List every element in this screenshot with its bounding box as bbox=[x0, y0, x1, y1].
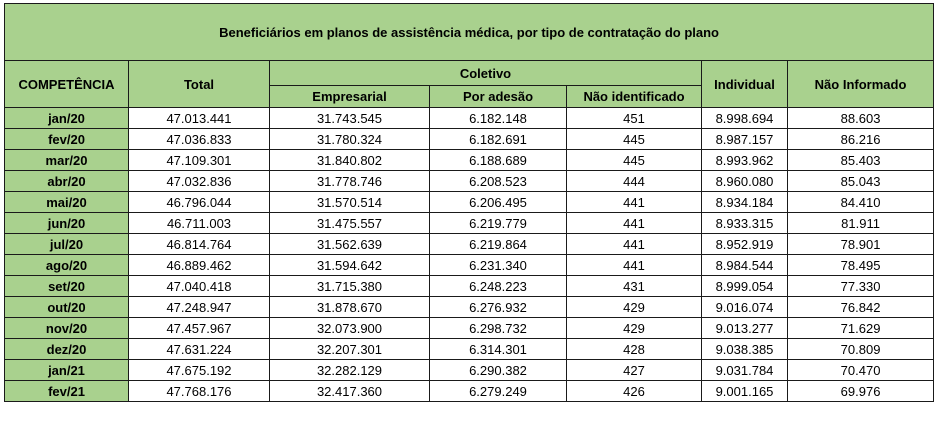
cell-total: 47.631.224 bbox=[129, 339, 270, 360]
cell-nao-identificado: 428 bbox=[567, 339, 702, 360]
cell-individual: 9.031.784 bbox=[702, 360, 788, 381]
cell-empresarial: 32.073.900 bbox=[270, 318, 430, 339]
cell-nao-identificado: 427 bbox=[567, 360, 702, 381]
cell-total: 46.711.003 bbox=[129, 213, 270, 234]
table-row bbox=[5, 339, 934, 360]
cell-por-adesao: 6.182.691 bbox=[430, 129, 567, 150]
table-title: Beneficiários em planos de assistência médica, por tipo de contratação do plano bbox=[5, 4, 934, 61]
cell-nao-identificado: 431 bbox=[567, 276, 702, 297]
cell-individual: 8.987.157 bbox=[702, 129, 788, 150]
cell-nao-informado: 88.603 bbox=[788, 108, 934, 129]
table-row bbox=[5, 129, 934, 150]
cell-nao-identificado: 445 bbox=[567, 129, 702, 150]
cell-competencia: dez/20 bbox=[5, 339, 129, 360]
cell-nao-identificado: 441 bbox=[567, 192, 702, 213]
cell-por-adesao: 6.219.779 bbox=[430, 213, 567, 234]
table-row bbox=[5, 297, 934, 318]
cell-individual: 8.998.694 bbox=[702, 108, 788, 129]
cell-nao-identificado: 444 bbox=[567, 171, 702, 192]
cell-empresarial: 31.878.670 bbox=[270, 297, 430, 318]
cell-nao-informado: 71.629 bbox=[788, 318, 934, 339]
cell-nao-informado: 81.911 bbox=[788, 213, 934, 234]
table-container bbox=[4, 3, 934, 402]
cell-individual: 9.001.165 bbox=[702, 381, 788, 402]
cell-individual: 8.999.054 bbox=[702, 276, 788, 297]
table-row bbox=[5, 213, 934, 234]
cell-competencia: fev/20 bbox=[5, 129, 129, 150]
cell-competencia: ago/20 bbox=[5, 255, 129, 276]
cell-empresarial: 31.475.557 bbox=[270, 213, 430, 234]
cell-total: 47.109.301 bbox=[129, 150, 270, 171]
table-row bbox=[5, 108, 934, 129]
cell-competencia: jul/20 bbox=[5, 234, 129, 255]
cell-individual: 8.952.919 bbox=[702, 234, 788, 255]
cell-competencia: jun/20 bbox=[5, 213, 129, 234]
table-row bbox=[5, 276, 934, 297]
cell-nao-identificado: 441 bbox=[567, 213, 702, 234]
cell-por-adesao: 6.206.495 bbox=[430, 192, 567, 213]
cell-empresarial: 31.743.545 bbox=[270, 108, 430, 129]
cell-total: 47.675.192 bbox=[129, 360, 270, 381]
cell-competencia: mai/20 bbox=[5, 192, 129, 213]
cell-total: 46.889.462 bbox=[129, 255, 270, 276]
table-row bbox=[5, 381, 934, 402]
cell-nao-identificado: 445 bbox=[567, 150, 702, 171]
cell-nao-informado: 70.470 bbox=[788, 360, 934, 381]
cell-competencia: jan/20 bbox=[5, 108, 129, 129]
cell-empresarial: 32.417.360 bbox=[270, 381, 430, 402]
cell-por-adesao: 6.290.382 bbox=[430, 360, 567, 381]
cell-individual: 8.960.080 bbox=[702, 171, 788, 192]
cell-nao-informado: 85.403 bbox=[788, 150, 934, 171]
cell-individual: 9.013.277 bbox=[702, 318, 788, 339]
table-row bbox=[5, 255, 934, 276]
cell-nao-identificado: 426 bbox=[567, 381, 702, 402]
cell-por-adesao: 6.188.689 bbox=[430, 150, 567, 171]
cell-competencia: set/20 bbox=[5, 276, 129, 297]
cell-nao-informado: 84.410 bbox=[788, 192, 934, 213]
cell-competencia: jan/21 bbox=[5, 360, 129, 381]
cell-competencia: mar/20 bbox=[5, 150, 129, 171]
table-row bbox=[5, 234, 934, 255]
cell-nao-identificado: 429 bbox=[567, 297, 702, 318]
cell-total: 47.013.441 bbox=[129, 108, 270, 129]
cell-empresarial: 32.207.301 bbox=[270, 339, 430, 360]
cell-total: 47.768.176 bbox=[129, 381, 270, 402]
cell-nao-identificado: 429 bbox=[567, 318, 702, 339]
cell-total: 46.814.764 bbox=[129, 234, 270, 255]
header-nao-informado: Não Informado bbox=[788, 61, 934, 108]
cell-individual: 8.984.544 bbox=[702, 255, 788, 276]
cell-por-adesao: 6.208.523 bbox=[430, 171, 567, 192]
table-body bbox=[5, 108, 934, 402]
cell-empresarial: 31.840.802 bbox=[270, 150, 430, 171]
cell-nao-informado: 86.216 bbox=[788, 129, 934, 150]
cell-por-adesao: 6.248.223 bbox=[430, 276, 567, 297]
cell-competencia: fev/21 bbox=[5, 381, 129, 402]
table-row bbox=[5, 360, 934, 381]
cell-nao-identificado: 451 bbox=[567, 108, 702, 129]
header-individual: Individual bbox=[702, 61, 788, 108]
table-row bbox=[5, 192, 934, 213]
cell-total: 46.796.044 bbox=[129, 192, 270, 213]
header-por-adesao: Por adesão bbox=[430, 86, 567, 108]
cell-por-adesao: 6.314.301 bbox=[430, 339, 567, 360]
cell-individual: 9.016.074 bbox=[702, 297, 788, 318]
header-nao-identificado: Não identificado bbox=[567, 86, 702, 108]
beneficiarios-table bbox=[4, 3, 934, 402]
table-row bbox=[5, 318, 934, 339]
cell-individual: 8.934.184 bbox=[702, 192, 788, 213]
cell-nao-informado: 69.976 bbox=[788, 381, 934, 402]
cell-empresarial: 32.282.129 bbox=[270, 360, 430, 381]
cell-empresarial: 31.780.324 bbox=[270, 129, 430, 150]
cell-empresarial: 31.570.514 bbox=[270, 192, 430, 213]
cell-empresarial: 31.778.746 bbox=[270, 171, 430, 192]
cell-por-adesao: 6.298.732 bbox=[430, 318, 567, 339]
table-row bbox=[5, 150, 934, 171]
cell-nao-informado: 77.330 bbox=[788, 276, 934, 297]
cell-nao-informado: 70.809 bbox=[788, 339, 934, 360]
header-empresarial: Empresarial bbox=[270, 86, 430, 108]
cell-competencia: nov/20 bbox=[5, 318, 129, 339]
cell-individual: 9.038.385 bbox=[702, 339, 788, 360]
cell-por-adesao: 6.182.148 bbox=[430, 108, 567, 129]
cell-nao-informado: 85.043 bbox=[788, 171, 934, 192]
cell-empresarial: 31.594.642 bbox=[270, 255, 430, 276]
cell-por-adesao: 6.219.864 bbox=[430, 234, 567, 255]
cell-por-adesao: 6.276.932 bbox=[430, 297, 567, 318]
cell-total: 47.036.833 bbox=[129, 129, 270, 150]
cell-nao-informado: 76.842 bbox=[788, 297, 934, 318]
cell-nao-identificado: 441 bbox=[567, 234, 702, 255]
cell-competencia: abr/20 bbox=[5, 171, 129, 192]
cell-competencia: out/20 bbox=[5, 297, 129, 318]
cell-nao-informado: 78.495 bbox=[788, 255, 934, 276]
cell-por-adesao: 6.279.249 bbox=[430, 381, 567, 402]
header-coletivo: Coletivo bbox=[270, 61, 702, 86]
cell-total: 47.040.418 bbox=[129, 276, 270, 297]
header-competencia: COMPETÊNCIA bbox=[5, 61, 129, 108]
cell-por-adesao: 6.231.340 bbox=[430, 255, 567, 276]
cell-total: 47.032.836 bbox=[129, 171, 270, 192]
cell-individual: 8.933.315 bbox=[702, 213, 788, 234]
cell-empresarial: 31.715.380 bbox=[270, 276, 430, 297]
cell-total: 47.457.967 bbox=[129, 318, 270, 339]
header-total: Total bbox=[129, 61, 270, 108]
cell-individual: 8.993.962 bbox=[702, 150, 788, 171]
cell-empresarial: 31.562.639 bbox=[270, 234, 430, 255]
cell-total: 47.248.947 bbox=[129, 297, 270, 318]
table-row bbox=[5, 171, 934, 192]
cell-nao-identificado: 441 bbox=[567, 255, 702, 276]
cell-nao-informado: 78.901 bbox=[788, 234, 934, 255]
